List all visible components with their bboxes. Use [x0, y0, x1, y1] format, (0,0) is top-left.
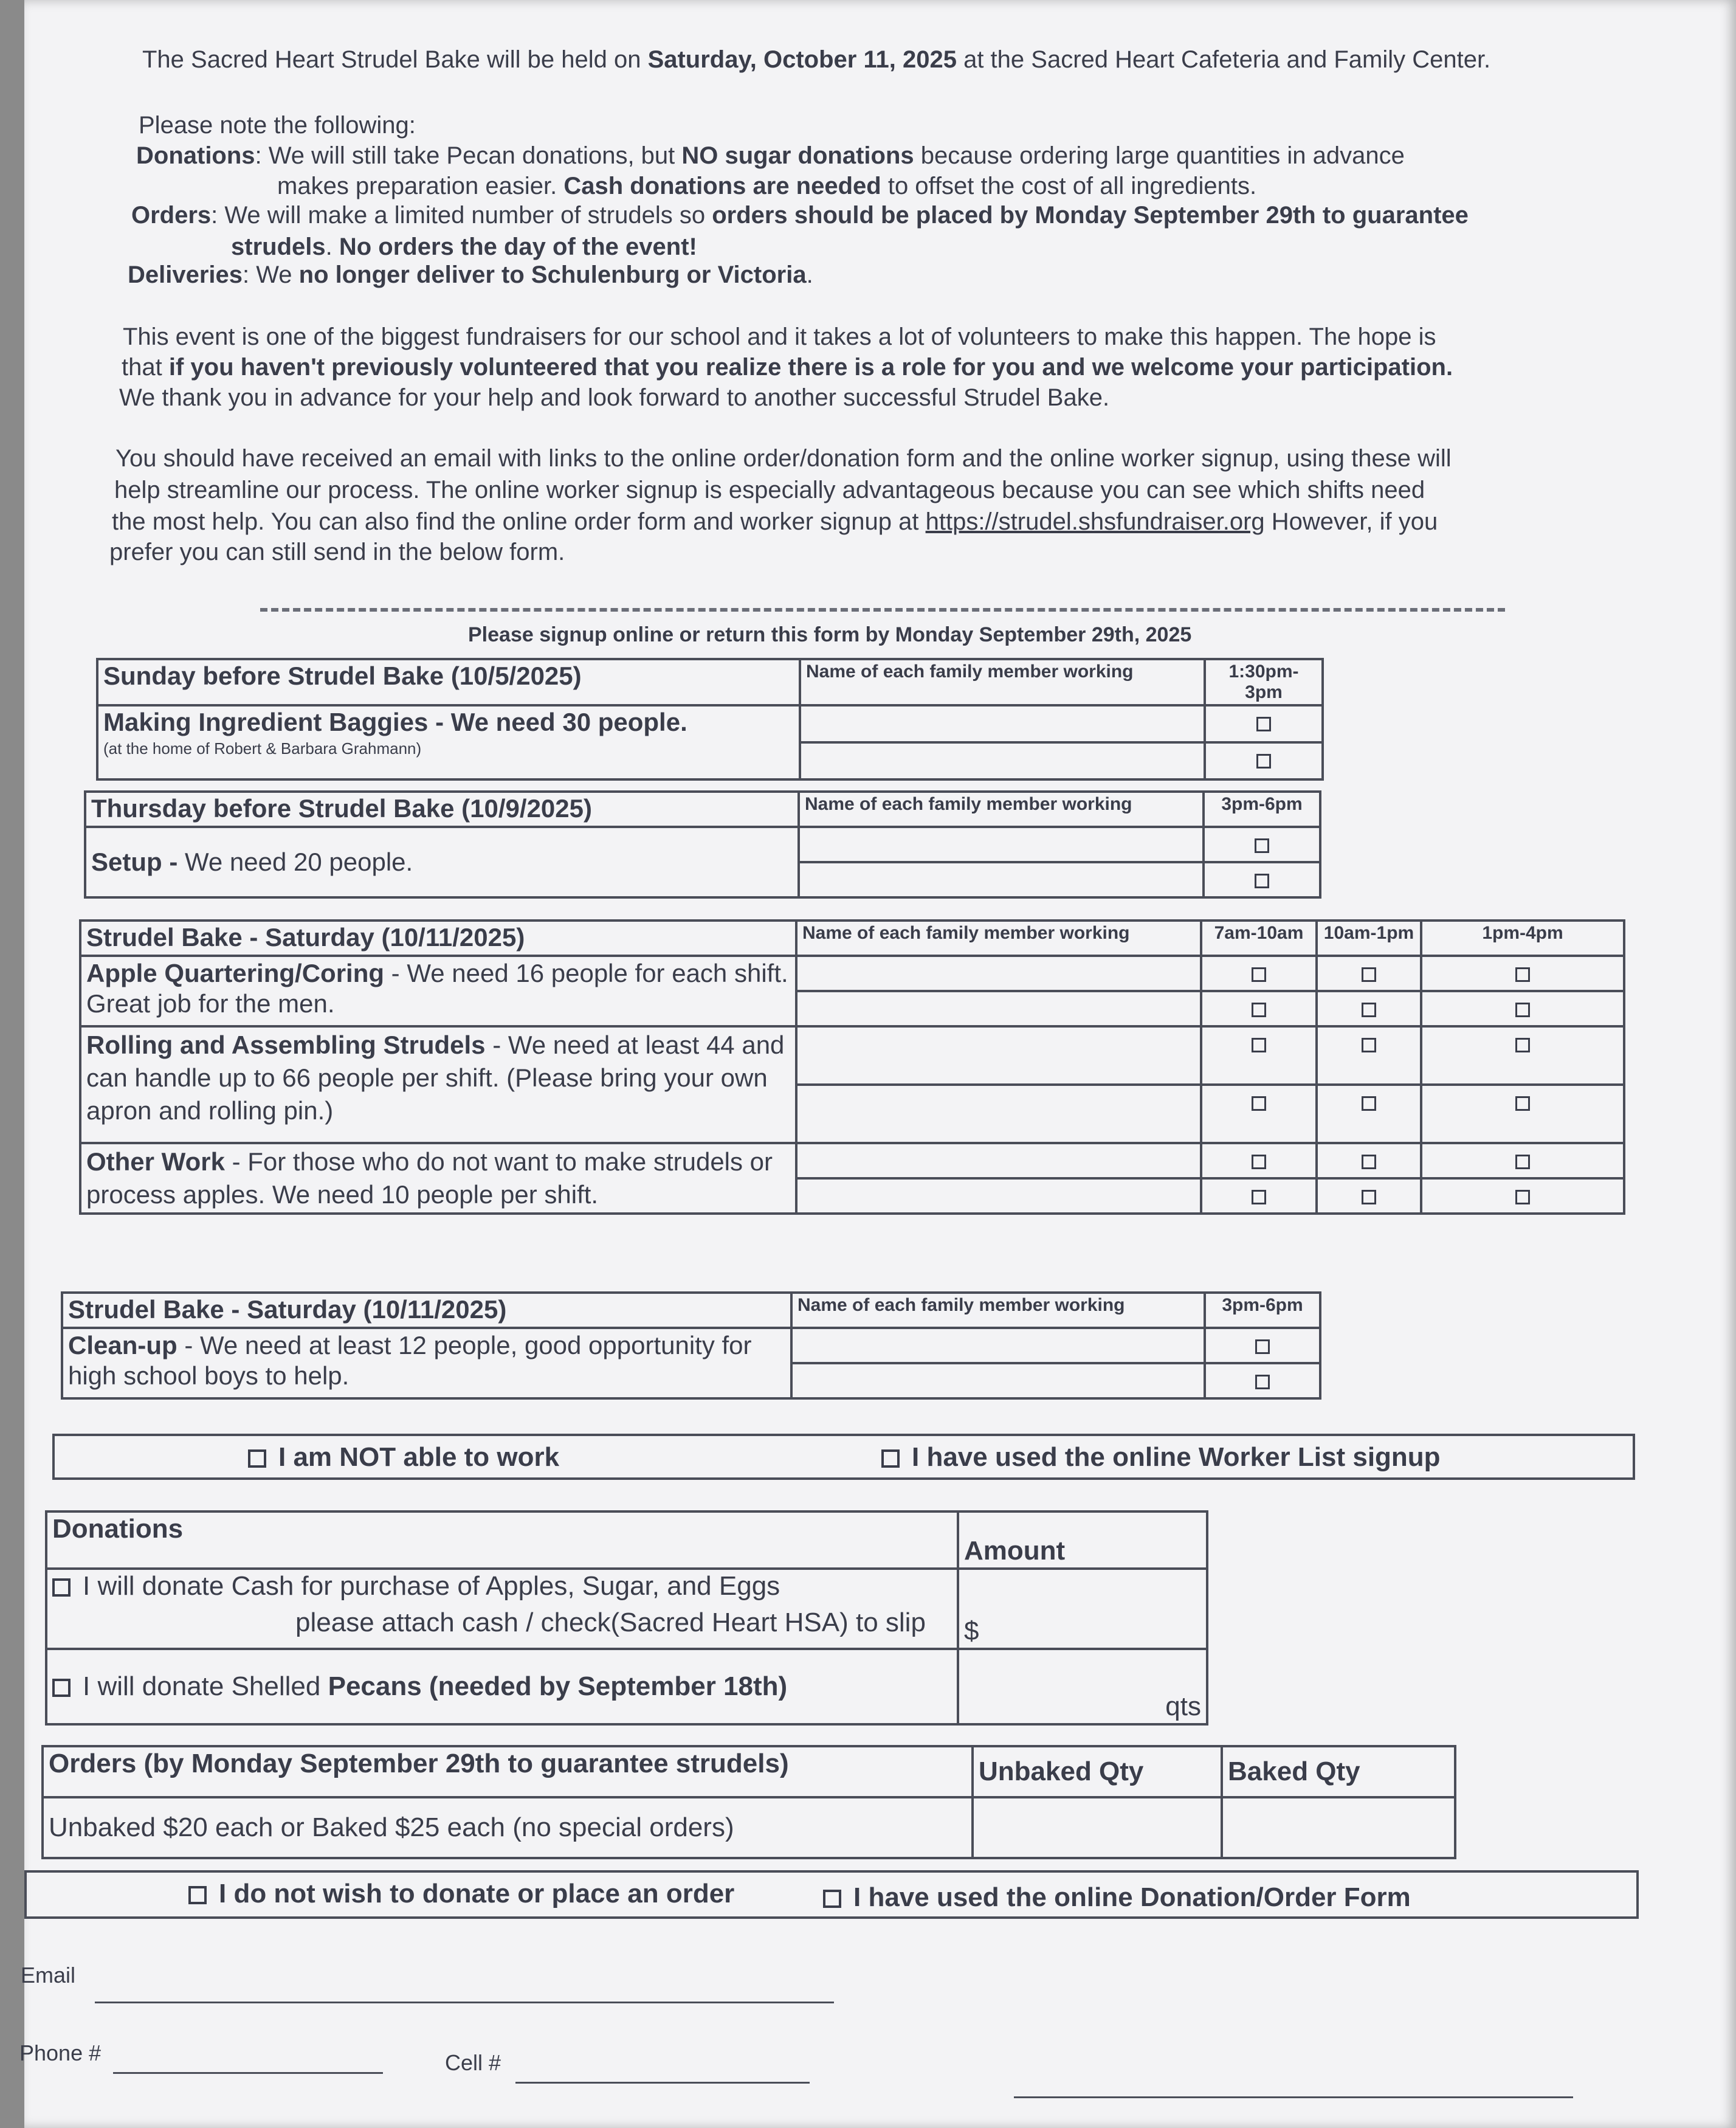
event-intro: [142, 43, 1490, 77]
donations-text-b: because ordering large quantities in advance: [914, 142, 1405, 169]
other-task-text: - For those who do not want to make strudels or process apples. We need 10 people per shift.: [86, 1147, 773, 1209]
checkbox-icon: [188, 1886, 207, 1904]
pecan-label: I will donate Shelled: [83, 1671, 328, 1701]
checkbox-icon: [1362, 1190, 1376, 1204]
shift-checkbox[interactable]: [1421, 1085, 1624, 1143]
phone-field[interactable]: [113, 2072, 383, 2074]
shift-checkbox[interactable]: [1317, 1143, 1421, 1178]
shift-10am: 10am-1pm: [1317, 921, 1421, 956]
deliveries-text-b: .: [806, 261, 813, 288]
shift-checkbox[interactable]: [1205, 1328, 1320, 1363]
online-para-line4: prefer you can still send in the below form.: [109, 539, 565, 565]
checkbox-icon: [1515, 1003, 1530, 1017]
pecan-donation-option[interactable]: [46, 1649, 958, 1724]
donations-note: [136, 139, 1405, 173]
online-para-line3: [112, 505, 1438, 539]
orders-text-b: .: [325, 233, 339, 260]
shift-7am: 7am-10am: [1201, 921, 1317, 956]
intro-text-end: at the Sacred Heart Cafeteria and Family Center.: [956, 46, 1491, 73]
shift-checkbox[interactable]: [1421, 1143, 1624, 1178]
thursday-table: [84, 790, 1321, 899]
donations-text-c: makes preparation easier.: [277, 173, 564, 199]
checkbox-icon: [1252, 967, 1266, 982]
cleanup-task: [62, 1328, 791, 1398]
name-field[interactable]: [796, 956, 1201, 991]
amount-header: Amount: [958, 1511, 1207, 1569]
sunday-location: (at the home of Robert & Barbara Grahmann): [103, 739, 422, 758]
shift-checkbox[interactable]: [1421, 1026, 1624, 1085]
orders-title: Orders (by Monday September 29th to guarantee strudels): [43, 1746, 973, 1797]
thursday-time: 3pm-6pm: [1204, 792, 1320, 827]
cash-donation-option[interactable]: [46, 1569, 958, 1649]
checkbox-icon: [1515, 967, 1530, 982]
checkbox-icon: [1515, 1190, 1530, 1204]
volunteer-para-line1: This event is one of the biggest fundraisers for our school and it takes a lot of volunteers to make this happen. The hope is: [123, 323, 1436, 350]
shift-checkbox[interactable]: [1421, 991, 1624, 1026]
rolling-task-text: - We need at least 44 and can handle up to 66 people per shift. (Please bring your own apron and rolling pin.): [86, 1031, 785, 1125]
shift-checkbox[interactable]: [1317, 1026, 1421, 1085]
donations-bold: NO sugar donations: [681, 142, 914, 169]
apple-task-label: Apple Quartering/Coring: [86, 959, 385, 987]
donations-title: Donations: [46, 1511, 958, 1569]
note-heading: Please note the following:: [139, 112, 416, 139]
checkbox-icon: [1252, 1096, 1266, 1111]
orders-table: [41, 1745, 1456, 1859]
orders-bold-c: No orders the day of the event!: [339, 233, 697, 260]
cash-donation-note: please attach cash / check(Sacred Heart HSA) to slip: [295, 1608, 926, 1637]
name-column-header: Name of each family member working: [791, 1293, 1205, 1328]
shift-checkbox[interactable]: [1204, 862, 1320, 897]
deliveries-text: : We: [243, 261, 299, 288]
online-worker-label: I have used the online Worker List signup: [912, 1442, 1441, 1472]
checkbox-icon: [1515, 1038, 1530, 1052]
shift-checkbox[interactable]: [1205, 1363, 1320, 1398]
checkbox-icon: [1252, 1038, 1266, 1052]
volunteer-para-line2: [122, 350, 1453, 384]
checkbox-icon: [1255, 874, 1269, 888]
online-para-line2: help streamline our process. The online worker signup is especially advantageous because you can see which shifts need: [114, 477, 1425, 503]
orders-description: Unbaked $20 each or Baked $25 each (no special orders): [43, 1797, 973, 1858]
checkbox-icon: [1515, 1096, 1530, 1111]
order-options: [24, 1870, 1639, 1919]
donations-bold-b: Cash donations are needed: [563, 173, 881, 199]
orders-bold-b: strudels: [231, 233, 326, 260]
thursday-task: [85, 827, 799, 897]
thursday-task-text: We need 20 people.: [185, 848, 413, 876]
donations-text: : We will still take Pecan donations, but: [255, 142, 682, 169]
online-text-b: However, if you: [1264, 508, 1438, 535]
checkbox-icon: [1362, 1155, 1376, 1169]
baked-header: Baked Qty: [1222, 1746, 1455, 1797]
thursday-task-label: Setup -: [91, 848, 185, 876]
deliveries-label: Deliveries: [128, 261, 243, 288]
pecan-qty-field[interactable]: [958, 1649, 1207, 1724]
checkbox-icon: [1255, 838, 1269, 853]
name-field[interactable]: [800, 705, 1205, 742]
shift-1pm: 1pm-4pm: [1421, 921, 1624, 956]
unbaked-qty-field[interactable]: [973, 1797, 1222, 1858]
form-header: Please signup online or return this form by Monday September 29th, 2025: [468, 623, 1192, 646]
shift-checkbox[interactable]: [1201, 1026, 1317, 1085]
apple-task: [80, 956, 796, 1026]
sunday-title: Sunday before Strudel Bake (10/5/2025): [97, 659, 800, 705]
checkbox-icon: [823, 1890, 841, 1908]
shift-checkbox[interactable]: [1201, 1178, 1317, 1214]
deliveries-bold: no longer deliver to Schulenburg or Victoria: [298, 261, 807, 288]
shift-checkbox[interactable]: [1317, 991, 1421, 1026]
dollar-sign: $: [964, 1616, 979, 1646]
online-text: the most help. You can also find the online order form and worker signup at: [112, 508, 926, 535]
checkbox-icon: [1362, 1096, 1376, 1111]
name-field[interactable]: [796, 1178, 1201, 1214]
checkbox-icon: [52, 1679, 71, 1697]
other-task: [80, 1143, 796, 1214]
shift-checkbox[interactable]: [1205, 705, 1323, 742]
email-field[interactable]: [95, 2002, 834, 2003]
volunteer-bold: if you haven't previously volunteered that you realize there is a role for you and we welcome your participation.: [168, 354, 1453, 381]
donations-label: Donations: [136, 142, 255, 169]
event-date: Saturday, October 11, 2025: [647, 46, 957, 73]
name-field[interactable]: [799, 827, 1204, 862]
not-able-label: I am NOT able to work: [278, 1442, 560, 1472]
shift-checkbox[interactable]: [1201, 1143, 1317, 1178]
email-label: Email: [21, 1963, 76, 1988]
name-column-header: Name of each family member working: [796, 921, 1201, 956]
checkbox-icon: [1362, 1003, 1376, 1017]
apple-task-text: - We need 16 people for each shift. Great job for the men.: [86, 959, 788, 1018]
cash-donation-label: I will donate Cash for purchase of Apples, Sugar, and Eggs: [83, 1571, 780, 1601]
shift-checkbox[interactable]: [1421, 956, 1624, 991]
sunday-task: [97, 705, 800, 779]
shift-checkbox[interactable]: [1421, 1178, 1624, 1214]
orders-label: Orders: [131, 202, 212, 229]
cleanup-table: [61, 1291, 1321, 1400]
other-task-label: Other Work: [86, 1147, 225, 1176]
shift-checkbox[interactable]: [1205, 742, 1323, 779]
name-field[interactable]: [791, 1363, 1205, 1398]
intro-text: The Sacred Heart Strudel Bake will be held on: [142, 46, 648, 73]
saturday-table: [79, 919, 1625, 1215]
name-field[interactable]: [796, 1143, 1201, 1178]
donations-text-d: to offset the cost of all ingredients.: [881, 173, 1257, 199]
orders-bold: orders should be placed by Monday September 29th to guarantee: [712, 202, 1469, 229]
cleanup-time: 3pm-6pm: [1205, 1293, 1320, 1328]
checkbox-icon: [1255, 1375, 1270, 1389]
orders-text: : We will make a limited number of strudels so: [211, 202, 712, 229]
shift-checkbox[interactable]: [1317, 956, 1421, 991]
name-field[interactable]: [791, 1328, 1205, 1363]
donations-table: [45, 1510, 1208, 1726]
cleanup-task-label: Clean-up: [68, 1331, 177, 1359]
no-donation-option[interactable]: [188, 1879, 734, 1909]
checkbox-icon: [248, 1449, 266, 1468]
quarts-unit: qts: [1165, 1691, 1201, 1721]
checkbox-icon: [1255, 1339, 1270, 1354]
name-column-header: Name of each family member working: [799, 792, 1204, 827]
online-worker-option[interactable]: [881, 1442, 1441, 1473]
checkbox-icon: [1256, 717, 1271, 731]
volunteer-para-line3: We thank you in advance for your help and look forward to another successful Strudel Bake.: [119, 384, 1110, 411]
name-field[interactable]: [796, 1026, 1201, 1085]
online-order-label: I have used the online Donation/Order Form: [853, 1882, 1411, 1912]
name-field[interactable]: [796, 1085, 1201, 1143]
orders-note: [131, 198, 1469, 232]
saturday-title: Strudel Bake - Saturday (10/11/2025): [80, 921, 796, 956]
cash-amount-field[interactable]: [958, 1569, 1207, 1649]
not-able-option[interactable]: [248, 1442, 559, 1473]
checkbox-icon: [1362, 1038, 1376, 1052]
checkbox-icon: [1515, 1155, 1530, 1169]
checkbox-icon: [1252, 1155, 1266, 1169]
shift-checkbox[interactable]: [1201, 991, 1317, 1026]
pecan-label-bold: Pecans (needed by September 18th): [328, 1671, 788, 1701]
checkbox-icon: [1362, 967, 1376, 982]
online-order-option[interactable]: [823, 1882, 1411, 1913]
signature-line[interactable]: [1014, 2096, 1573, 2098]
no-donation-label: I do not wish to donate or place an order: [219, 1879, 735, 1909]
sunday-task-label: Making Ingredient Baggies - We need 30 people.: [103, 708, 687, 736]
checkbox-icon: [881, 1449, 900, 1468]
cleanup-task-text: - We need at least 12 people, good opportunity for high school boys to help.: [68, 1331, 752, 1390]
cleanup-title: Strudel Bake - Saturday (10/11/2025): [62, 1293, 791, 1328]
volunteer-text: that: [122, 354, 169, 381]
name-field[interactable]: [799, 862, 1204, 897]
fundraiser-link[interactable]: https://strudel.shsfundraiser.org: [925, 508, 1265, 535]
unbaked-header: Unbaked Qty: [973, 1746, 1222, 1797]
shift-checkbox[interactable]: [1201, 1085, 1317, 1143]
cell-label: Cell #: [445, 2050, 501, 2075]
checkbox-icon: [1256, 754, 1271, 769]
checkbox-icon: [1252, 1003, 1266, 1017]
name-field[interactable]: [796, 991, 1201, 1026]
shift-checkbox[interactable]: [1204, 827, 1320, 862]
work-options: [52, 1434, 1635, 1480]
deliveries-note: [128, 258, 813, 292]
thursday-title: Thursday before Strudel Bake (10/9/2025): [85, 792, 799, 827]
shift-checkbox[interactable]: [1317, 1178, 1421, 1214]
sunday-time: 1:30pm-3pm: [1205, 659, 1323, 705]
rolling-task: [80, 1026, 796, 1143]
checkbox-icon: [1252, 1190, 1266, 1204]
name-field[interactable]: [800, 742, 1205, 779]
rolling-task-label: Rolling and Assembling Strudels: [86, 1031, 486, 1059]
cell-field[interactable]: [515, 2082, 810, 2084]
phone-label: Phone #: [19, 2040, 102, 2065]
shift-checkbox[interactable]: [1317, 1085, 1421, 1143]
checkbox-icon: [52, 1578, 71, 1597]
baked-qty-field[interactable]: [1222, 1797, 1455, 1858]
cut-line: [260, 608, 1505, 612]
name-column-header: Name of each family member working: [800, 659, 1205, 705]
sunday-table: [96, 658, 1324, 781]
shift-checkbox[interactable]: [1201, 956, 1317, 991]
flyer-page: [19, 0, 1736, 2128]
online-para-line1: You should have received an email with links to the online order/donation form and the online worker signup, using these will: [115, 445, 1452, 472]
